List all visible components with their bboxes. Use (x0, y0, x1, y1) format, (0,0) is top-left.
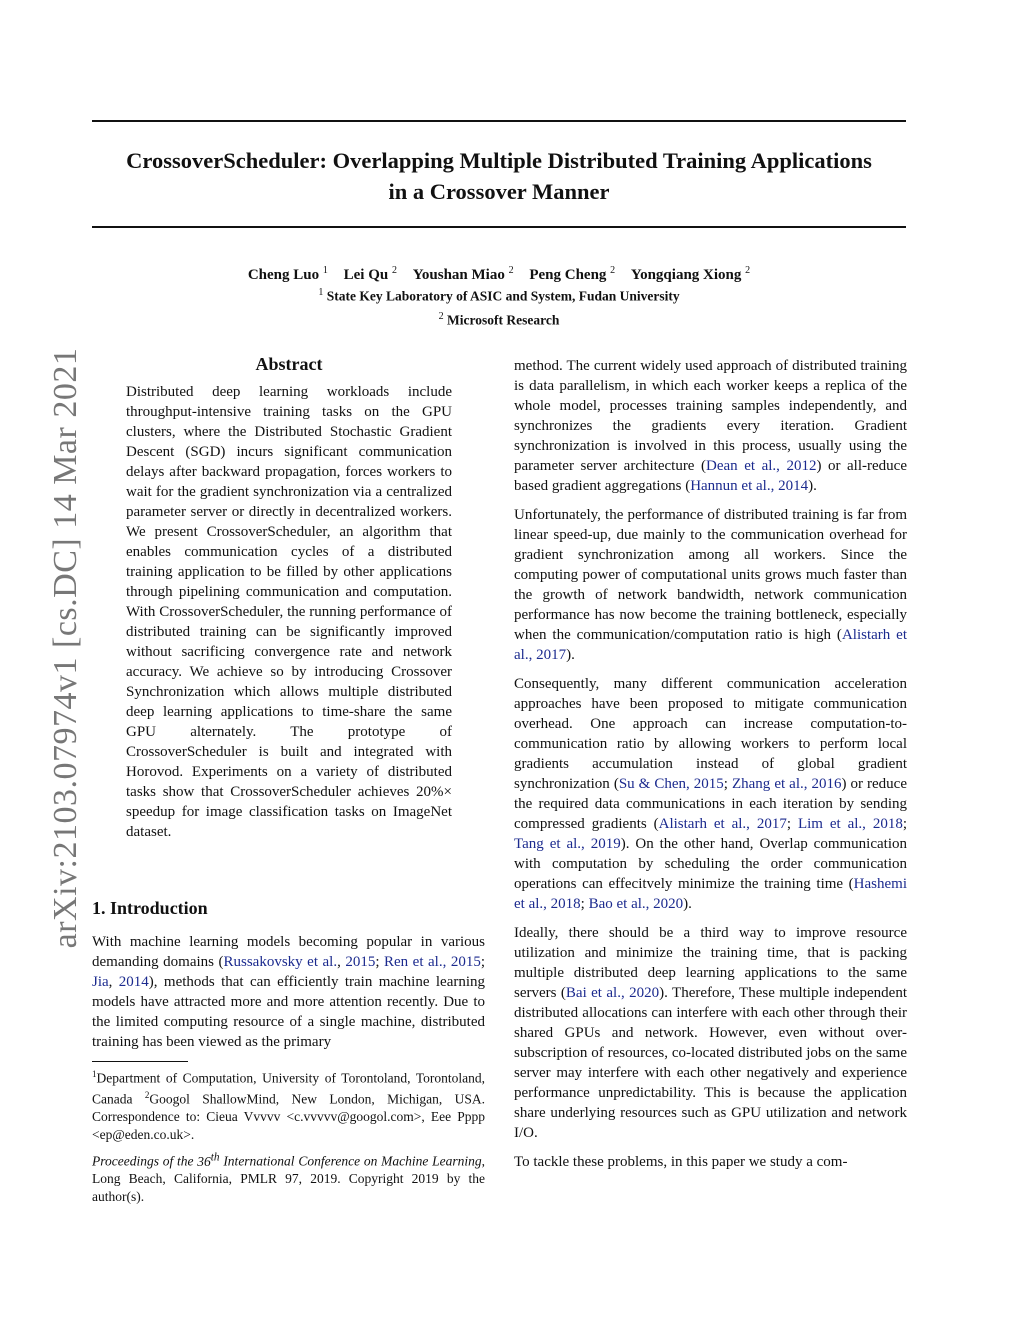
body-paragraph: Ideally, there should be a third way to improve resource utilization and minimize the training time, that is packing multiple distributed deep learning applications to the same servers (Bai et al., 2020). Therefore, These multiple independent distributed allocations can interfere with each other through their shared GPUs and network. However, even without over-subscription of resources, co-located distributed jobs on the same server may interfere with each other negatively and experience performance unpredictability. This is because the application share underlying resources such as GPU utilization and network I/O. (514, 925, 907, 1141)
body-paragraph: method. The current widely used approach of distributed training is data parallelism, in which each worker keeps a replica of the whole model, processes training samples independently, and synchronizes the gradients every iteration. Gradient synchronization is involved in this process, usually using the parameter server architecture (Dean et al., 2012) or all-reduce based gradient aggregations (Hannun et al., 2014). (514, 358, 907, 494)
citation-link[interactable]: Alistarh et al., 2017 (514, 627, 908, 663)
title-line-2: in a Crossover Manner (388, 179, 610, 204)
author: Cheng Luo $^1$ (247, 265, 328, 283)
abstract-text: Distributed deep learning workloads include throughput-intensive training tasks on the GPU clusters, where the Distributed Stochastic Gradient Descent (SGD) incurs significant communication delays after backward propagation, forces workers to wait for the gradient synchronization via a centralized parameter server or directly in decentralized workers. We present CrossoverScheduler, an algorithm that enables communication cycles of a distributed training application to be filled by other applications through pipelining communication and computation. With CrossoverScheduler, the running performance of distributed training can be significantly improved without sacrificing convergence rate and network accuracy. We achieve so by introducing Crossover Synchronization which allows multiple distributed deep learning applications to time-share the same GPU alternately. The prototype of CrossoverScheduler is built and integrated with Horovod. Experiments on a variety of distributed tasks show that CrossoverScheduler achieves 20%× speedup for image classification tasks on ImageNet dataset. (126, 384, 452, 840)
citation-link[interactable]: 2015 (345, 954, 376, 970)
citation-link[interactable]: Lim et al., 2018 (797, 816, 903, 832)
citation-link[interactable]: 2015 (450, 954, 481, 970)
author: Lei Qu $^2$ (343, 265, 397, 283)
introduction-paragraph: With machine learning models becoming popular in various demanding domains (Russakovsky et al., 2015; Ren et al., 2015; Jia, 2014), methods that can efficiently train machine learning models have attracted more and more attention recently. Due to the limited computing resource of a single machine, distributed training has been viewed as the primary (92, 934, 486, 1050)
author: Youshan Miao $^2$ (412, 265, 514, 283)
author-list (92, 261, 906, 285)
citation-link[interactable]: Hashemi et al., 2018 (514, 876, 907, 912)
footnote-rule (92, 1061, 188, 1062)
citation-link[interactable]: Bao et al., 2020 (588, 896, 684, 912)
author: Yongqiang Xiong $^2$ (630, 265, 751, 283)
citation-link[interactable]: Ren et al., (384, 954, 447, 970)
arxiv-side-label: arXiv:2103.07974v1 [cs.DC] 14 Mar 2021 (47, 347, 84, 949)
introduction-heading: 1. Introduction (92, 898, 208, 918)
abstract-heading: Abstract (255, 354, 323, 374)
citation-link[interactable]: Hannun et al., 2014 (690, 478, 809, 494)
top-rule (92, 120, 906, 122)
affiliations (92, 283, 906, 330)
title-line-1: CrossoverScheduler: Overlapping Multiple Distributed Training Applications (126, 148, 872, 173)
citation-link[interactable]: Tang et al., 2019 (514, 836, 621, 852)
body-paragraph: Consequently, many different communication acceleration approaches have been proposed to mitigate communication overhead. One approach can increase computation-to-communication ratio by allowing workers to perform local gradients accumulation instead of global gradient synchronization (Su & Chen, 2015; Zhang et al., 2016) or reduce the required data communications in each iteration by sending compressed gradients (Alistarh et al., 2017; Lim et al., 2018; Tang et al., 2019). On the other hand, Overlap communication with computation by scheduling the order communication operations can effecitvely minimize the training time (Hashemi et al., 2018; Bao et al., 2020). (514, 676, 907, 912)
citation-link[interactable]: Dean et al., 2012 (706, 458, 817, 474)
citation-link[interactable]: 2014 (118, 974, 149, 990)
citation-link[interactable]: Zhang et al., 2016 (731, 776, 842, 792)
citation-link[interactable]: Russakovsky et al. (223, 954, 338, 970)
paper-title (92, 145, 906, 207)
body-paragraph: Unfortunately, the performance of distributed training is far from linear speed-up, due mainly to the communication overhead for gradient synchronization among all workers. Since the computing power of computational units grows much faster than the growth of network bandwidth, network communication performance has now become the training bottleneck, especially when the communication/computation ratio is high (Alistarh et al., 2017). (514, 507, 908, 663)
citation-link[interactable]: Su & Chen, 2015 (618, 776, 724, 792)
citation-link[interactable]: Jia (92, 974, 109, 990)
affiliation: $^2$ Microsoft Research (438, 310, 560, 327)
footnote: $^1$Department of Computation, University of Torontoland, Torontoland, Canada $^2$Googol ShallowMind, New London, Michigan, USA. Correspondence to: Cieua Vvvvv <c.vvvvv@googol.com>, Eee Pppp <ep@eden.co.uk>. (92, 1069, 485, 1142)
affiliation: $^1$ State Key Laboratory of ASIC and System, Fudan University (318, 287, 680, 304)
proceedings-note: Proceedings of the 36th International Conference on Machine Learning, Long Beach, California, PMLR 97, 2019. Copyright 2019 by the author(s). (92, 1151, 485, 1204)
bottom-rule (92, 226, 906, 228)
citation-link[interactable]: Alistarh et al., 2017 (658, 816, 787, 832)
body-paragraph: To tackle these problems, in this paper we study a com- (514, 1154, 848, 1170)
right-column (514, 356, 907, 1181)
author: Peng Cheng $^2$ (529, 265, 616, 283)
citation-link[interactable]: Bai et al., 2020 (565, 985, 660, 1001)
